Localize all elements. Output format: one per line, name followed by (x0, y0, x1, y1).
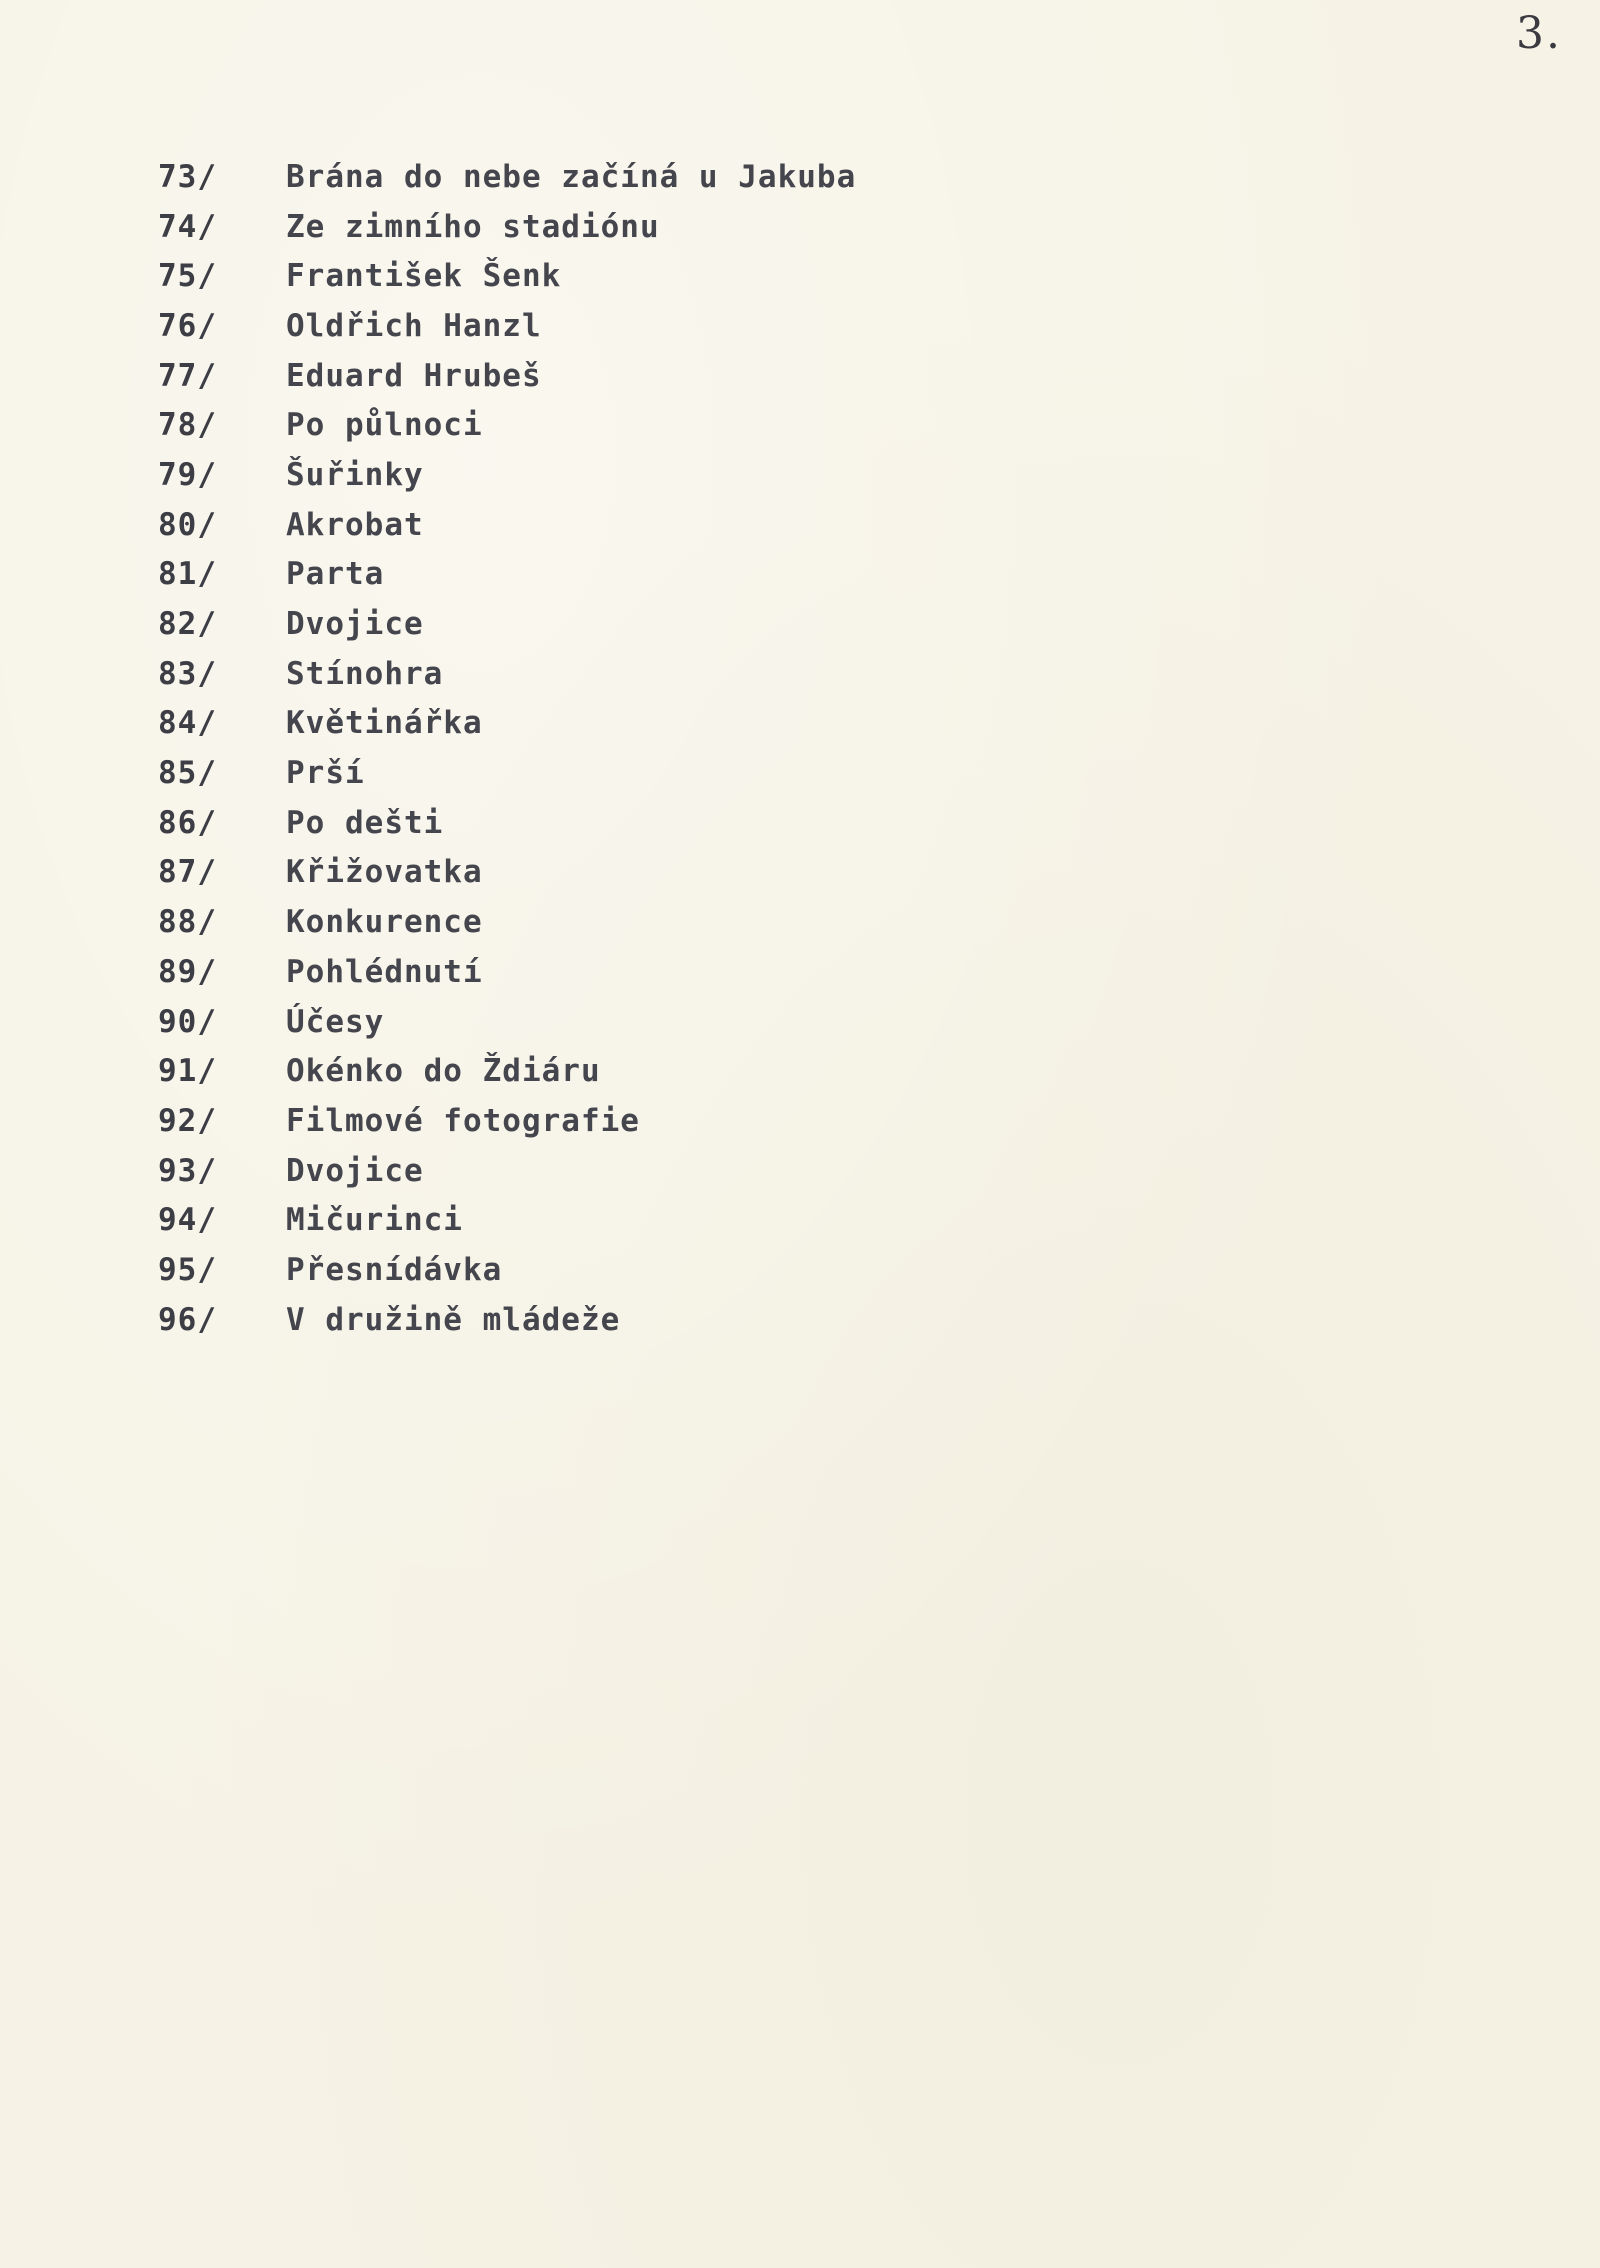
entry-title: Dvojice (286, 1152, 424, 1189)
entry-title: Stínohra (286, 655, 444, 692)
list-item (158, 1046, 856, 1096)
entry-title: Mičurinci (286, 1202, 463, 1239)
list-item (158, 351, 856, 401)
entry-number: 88/ (158, 904, 217, 941)
entry-number: 91/ (158, 1053, 217, 1090)
entry-title: Květinářka (286, 705, 483, 742)
entry-title: Přesnídávka (286, 1251, 503, 1288)
list-item (158, 450, 856, 500)
entry-number: 76/ (158, 307, 217, 344)
entry-title: Filmové fotografie (286, 1102, 640, 1139)
list-item (158, 550, 856, 600)
list-item (158, 500, 856, 550)
entry-title: Eduard Hrubeš (286, 357, 542, 394)
entry-number: 86/ (158, 804, 217, 841)
list-item (158, 649, 856, 699)
list-item (158, 748, 856, 798)
entry-title: Akrobat (286, 506, 424, 543)
entry-title: Pohlédnutí (286, 953, 483, 990)
entry-title: Oldřich Hanzl (286, 307, 542, 344)
list-item (158, 1295, 856, 1345)
entry-number: 93/ (158, 1152, 217, 1189)
entry-number: 77/ (158, 357, 217, 394)
list-item (158, 798, 856, 848)
entry-number: 79/ (158, 456, 217, 493)
entry-title: Ze zimního stadiónu (286, 208, 660, 245)
list-item (158, 251, 856, 301)
entry-number: 94/ (158, 1202, 217, 1239)
entry-number: 85/ (158, 755, 217, 792)
entry-number: 73/ (158, 158, 217, 195)
list-item (158, 947, 856, 997)
entry-number: 92/ (158, 1102, 217, 1139)
list-item (158, 301, 856, 351)
list-item (158, 848, 856, 898)
entry-number: 81/ (158, 556, 217, 593)
list-item (158, 997, 856, 1047)
entry-title: Po půlnoci (286, 407, 483, 444)
list-item (158, 599, 856, 649)
list-item (158, 1096, 856, 1146)
entry-title: Po dešti (286, 804, 444, 841)
entry-number: 96/ (158, 1301, 217, 1338)
list-item (158, 1146, 856, 1196)
entry-number: 80/ (158, 506, 217, 543)
entry-title: Šuřinky (286, 456, 424, 493)
entry-number: 74/ (158, 208, 217, 245)
entry-title: Křižovatka (286, 854, 483, 891)
entry-title: Konkurence (286, 904, 483, 941)
list-item (158, 1195, 856, 1245)
list-item (158, 1245, 856, 1295)
entry-number: 75/ (158, 258, 217, 295)
entry-number: 87/ (158, 854, 217, 891)
entry-title: Okénko do Ždiáru (286, 1053, 601, 1090)
entry-number: 95/ (158, 1251, 217, 1288)
list-item (158, 152, 856, 202)
entry-title: Dvojice (286, 606, 424, 643)
entry-number: 78/ (158, 407, 217, 444)
entry-number: 90/ (158, 1003, 217, 1040)
entry-title: František Šenk (286, 258, 562, 295)
entry-number: 83/ (158, 655, 217, 692)
list-item (158, 699, 856, 749)
entry-title: Parta (286, 556, 385, 593)
entry-title: Prší (286, 755, 365, 792)
entry-list (158, 152, 856, 1345)
page-number: 3. (1516, 8, 1562, 59)
entry-title: Brána do nebe začíná u Jakuba (286, 158, 857, 195)
list-item (158, 202, 856, 252)
list-item (158, 897, 856, 947)
entry-number: 84/ (158, 705, 217, 742)
entry-title: Účesy (286, 1003, 385, 1040)
entry-number: 89/ (158, 953, 217, 990)
entry-title: V družině mládeže (286, 1301, 621, 1338)
list-item (158, 400, 856, 450)
entry-number: 82/ (158, 606, 217, 643)
